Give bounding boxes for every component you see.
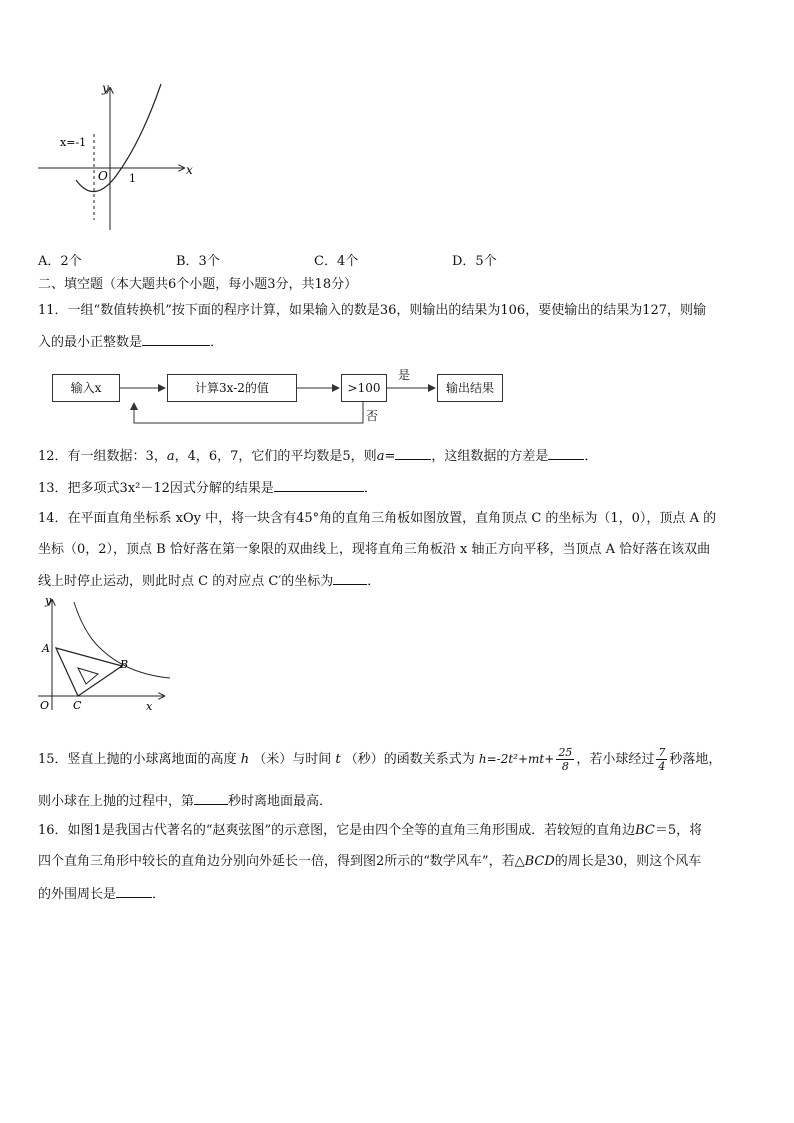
section-heading: 二、填空题（本大题共6个小题，每小题3分，共18分） xyxy=(38,277,358,292)
q12-blank1 xyxy=(395,447,431,460)
q16-text-1c: ＝5，将 xyxy=(654,823,703,838)
q11-text: 入的最小正整数是 xyxy=(38,335,143,350)
q12-blank2 xyxy=(548,447,584,460)
point-b-label: B xyxy=(120,658,129,671)
fraction-numerator: 25 xyxy=(558,746,573,759)
q11-line1: 11．一组“数值转换机”按下面的程序计算，如果输入的数是36，则输出的结果为106，要使输出的结果为127，则输 xyxy=(38,303,707,318)
q16-line2 xyxy=(38,853,701,871)
q16-var-bcd: △BCD xyxy=(514,854,555,869)
y-axis-label: y xyxy=(102,81,109,95)
q15-text-2a: 则小球在上抛的过程中，第 xyxy=(38,794,195,809)
q12-equals: = xyxy=(384,449,396,464)
q15-formula: h=-2t²+mt+ xyxy=(478,752,555,766)
q15-text-b: （米）与时间 xyxy=(253,752,332,767)
flow-no-label: 否 xyxy=(366,409,379,423)
q11-blank xyxy=(142,333,210,346)
q12-line xyxy=(38,447,597,466)
fraction-denominator: 4 xyxy=(658,760,666,773)
q12-text-c: ，4，6，7，它们的平均数是5，则 xyxy=(174,449,377,464)
q16-end: ． xyxy=(152,887,166,902)
q14-line1: 14．在平面直角坐标系 xOy 中，将一块含有45°角的直角三角板如图放置，直角顶点 C 的坐标为（1，0），顶点 A 的 xyxy=(38,511,717,526)
q15-fraction-2 xyxy=(656,746,667,773)
fraction-denominator: 8 xyxy=(561,760,569,773)
q14-line3 xyxy=(38,572,380,591)
option-c: C．4个 xyxy=(314,254,359,269)
q15-text-a: 15．竖直上抛的小球离地面的高度 xyxy=(38,752,237,767)
q16-text-1a: 16．如图1是我国古代著名的“赵爽弦图”的示意图，它是由四个全等的直角三角形围成．若较短的直角边 xyxy=(38,823,636,838)
option-d: D．5个 xyxy=(452,254,497,269)
origin-label: O xyxy=(40,699,50,712)
q13-end: ． xyxy=(363,481,377,496)
parabola-graph xyxy=(36,80,201,240)
q15-var-t: t xyxy=(335,752,341,767)
q13-text-c: 因式分解的结果是 xyxy=(169,481,274,496)
q16-line1 xyxy=(38,822,702,840)
q15-line1 xyxy=(38,746,721,773)
flow-calc-box: 计算3x-2的值 xyxy=(167,374,297,402)
option-a: A．2个 xyxy=(38,254,82,269)
parabola-curve xyxy=(76,84,161,192)
point-c-label: C xyxy=(73,699,82,712)
q13-blank xyxy=(274,479,364,492)
q14-text: 线上时停止运动，则此时点 C 的对应点 C′的坐标为 xyxy=(38,574,334,589)
triangle-abc xyxy=(56,648,122,696)
q11-line2 xyxy=(38,333,223,352)
q15-line2 xyxy=(38,792,332,811)
q16-text-2c: 的周长是30，则这个风车 xyxy=(554,854,702,869)
q16-line3 xyxy=(38,885,165,904)
flow-condition-box: >100 xyxy=(341,374,387,402)
q13-text-a: 13．把多项式 xyxy=(38,481,120,496)
q12-text-f: ，这组数据的方差是 xyxy=(431,449,549,464)
flow-yes-label: 是 xyxy=(398,368,411,382)
q15-text-e: 秒落地， xyxy=(669,752,722,767)
q12-var-a2: a xyxy=(376,449,385,464)
q14-line2: 坐标（0，2），顶点 B 恰好落在第一象限的双曲线上，现将直角三角板沿 x 轴正方向平移，当顶点 A 恰好落在该双曲 xyxy=(38,542,711,557)
q16-blank xyxy=(116,885,152,898)
q14-blank xyxy=(333,572,367,585)
q15-blank xyxy=(194,792,228,805)
x-axis-label: x xyxy=(186,163,193,177)
flow-output-box: 输出结果 xyxy=(437,374,503,402)
x-axis-label: x xyxy=(146,700,153,713)
q15-text-2b: 秒时离地面最高． xyxy=(228,794,333,809)
symmetry-label: x=-1 xyxy=(60,136,87,149)
q15-text-d: ，若小球经过 xyxy=(576,752,655,767)
q15-fraction-1 xyxy=(556,746,574,773)
fraction-numerator: 7 xyxy=(658,746,666,759)
q16-text-3: 的外围周长是 xyxy=(38,887,117,902)
triangle-hyperbola-graph xyxy=(36,590,176,715)
y-axis-label: y xyxy=(45,594,52,607)
tick-one-label: 1 xyxy=(129,172,136,185)
q16-var-bc: BC xyxy=(635,823,655,838)
q16-text-2a: 四个直角三角形中较长的直角边分别向外延长一倍，得到图2所示的“数学风车”，若 xyxy=(38,854,515,869)
q12-end: ． xyxy=(584,449,598,464)
q12-text-a: 12．有一组数据：3， xyxy=(38,449,167,464)
option-b: B．3个 xyxy=(176,254,220,269)
q12-var-a: a xyxy=(166,449,175,464)
q11-end: ． xyxy=(210,335,224,350)
q15-text-c: （秒）的函数关系式为 xyxy=(344,752,475,767)
q15-var-h: h xyxy=(240,752,250,767)
q13-line xyxy=(38,479,377,498)
q14-end: ． xyxy=(367,574,381,589)
q13-polynomial: 3x²－12 xyxy=(119,481,170,496)
origin-label: O xyxy=(98,169,108,183)
flow-input-box: 输入x xyxy=(52,374,120,402)
point-a-label: A xyxy=(42,642,50,655)
inner-triangle xyxy=(78,668,98,684)
